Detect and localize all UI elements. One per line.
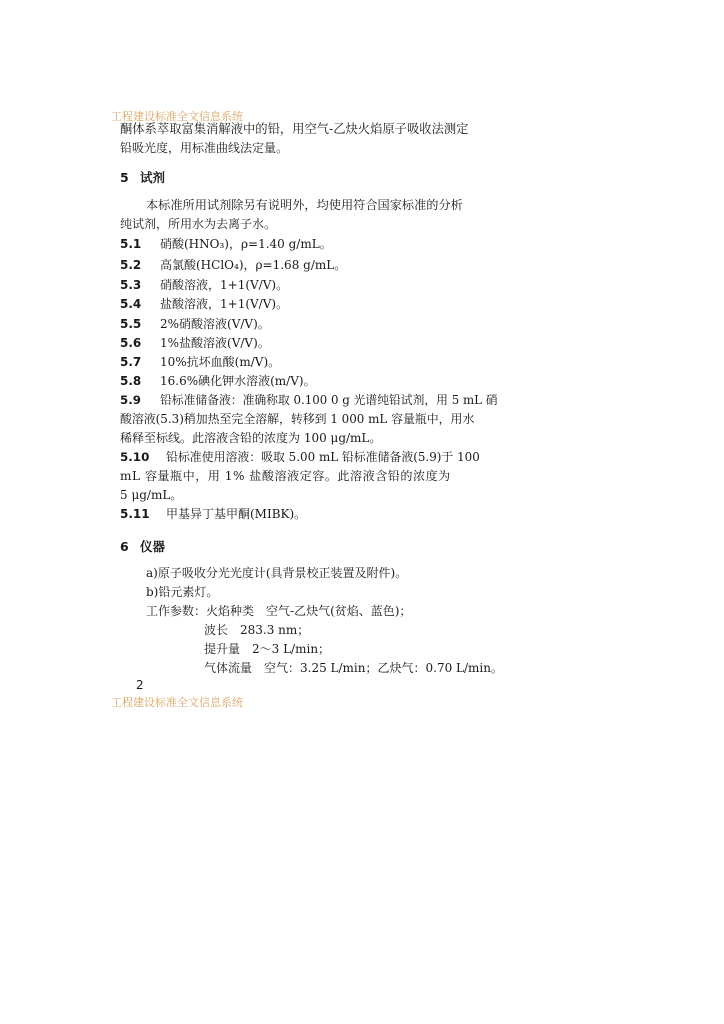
section-6-number: 6 [120,539,129,554]
item-5-9-line-1: 5.9 铅标准储备液：准确称取 0.100 0 g 光谱纯铅试剂，用 5 mL 硝 [120,393,498,407]
param-wavelength: 波长 283.3 nm； [204,623,310,637]
item-5-10-line-1: 5.10 铅标准使用溶液：吸取 5.00 mL 铅标准储备液(5.9)于 100 [120,450,480,464]
item-5-8: 5.8 16.6%碘化钾水溶液(m/V)。 [120,374,316,388]
intro-line-1: 酮体系萃取富集消解液中的铅，用空气-乙炔火焰原子吸收法测定 [120,122,469,136]
param-lift: 提升量 2～3 L/min； [204,642,331,656]
instrument-b: b)铅元素灯。 [146,585,219,599]
item-5-10-line-3: 5 μg/mL。 [120,488,183,502]
section-5-number: 5 [120,170,129,185]
item-5-2: 5.2 高氯酸(HClO₄)，ρ=1.68 g/mL。 [120,258,347,272]
item-5-6: 5.6 1%盐酸溶液(V/V)。 [120,336,270,350]
section-6-heading [120,537,165,555]
item-5-5: 5.5 2%硝酸溶液(V/V)。 [120,317,270,331]
section-5-para-line-2: 纯试剂，所用水为去离子水。 [120,217,277,231]
watermark-bottom: 工程建设标准全文信息系统 [111,696,243,709]
section-6-title: 仪器 [140,539,166,554]
item-5-11: 5.11 甲基异丁基甲酮(MIBK)。 [120,507,307,521]
section-5-heading [120,168,165,186]
intro-line-2: 铅吸光度，用标准曲线法定量。 [120,141,289,155]
item-5-7: 5.7 10%抗坏血酸(m/V)。 [120,355,281,369]
instrument-a: a)原子吸收分光光度计(具背景校正装置及附件)。 [146,566,408,580]
item-5-10-line-2: mL 容量瓶中，用 1% 盐酸溶液定容。此溶液含铅的浓度为 [120,469,451,483]
item-5-4: 5.4 盐酸溶液，1+1(V/V)。 [120,297,289,311]
watermark-top: 工程建设标准全文信息系统 [111,110,243,123]
section-5-para-line-1: 本标准所用试剂除另有说明外，均使用符合国家标准的分析 [146,198,463,212]
working-params: 工作参数：火焰种类 空气-乙炔气(贫焰、蓝色)； [146,604,412,618]
param-gas-flow: 气体流量 空气：3.25 L/min；乙炔气：0.70 L/min。 [204,661,503,675]
item-5-3: 5.3 硝酸溶液，1+1(V/V)。 [120,278,289,292]
page-number: 2 [136,678,144,692]
item-5-9-line-2: 酸溶液(5.3)稍加热至完全溶解，转移到 1 000 mL 容量瓶中，用水 [120,412,475,426]
section-5-title: 试剂 [140,170,166,185]
item-5-9-line-3: 稀释至标线。此溶液含铅的浓度为 100 μg/mL。 [120,431,382,445]
item-5-1: 5.1 硝酸(HNO₃)，ρ=1.40 g/mL。 [120,237,332,251]
